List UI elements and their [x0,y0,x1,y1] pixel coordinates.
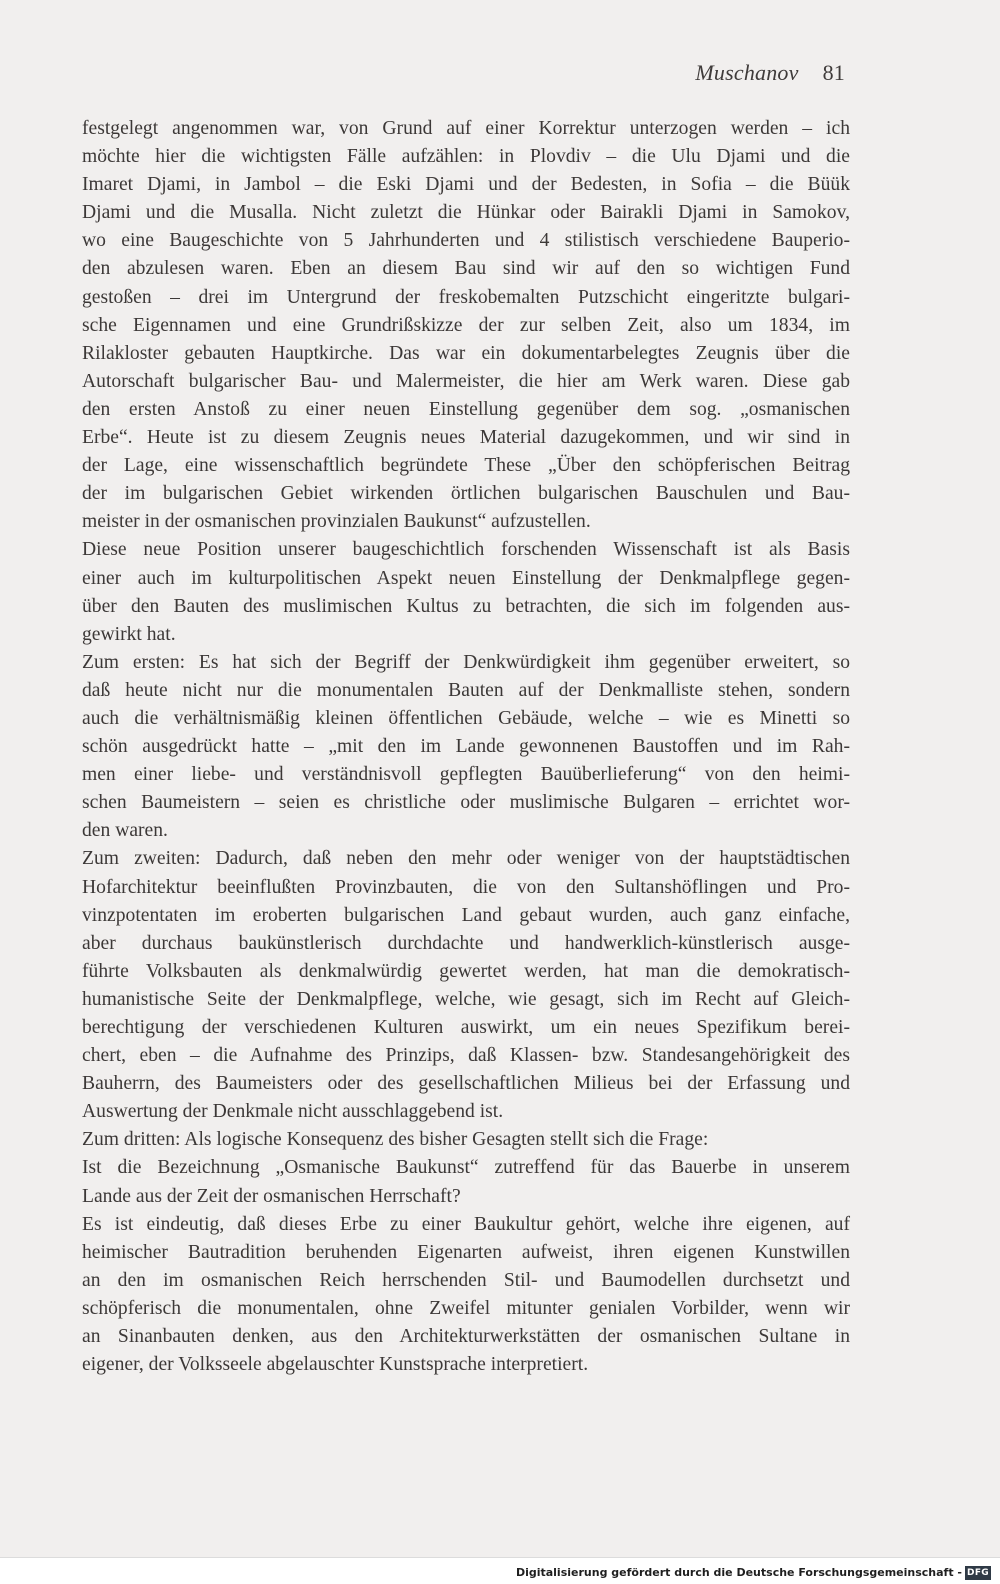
digitization-footer [0,1557,1000,1584]
text-line: an den im osmanischen Reich herrschenden Stil- und Baumodellen durchsetzt und [82,1269,850,1291]
text-line: vinzpotentaten im eroberten bulgarischen Land gebaut wurden, auch ganz einfache, [82,904,850,926]
text-line: Imaret Djami, in Jambol – die Eski Djami und der Bedesten, in Sofia – die Büük [82,174,850,196]
text-line: führte Volksbauten als denkmalwürdig gewertet werden, hat man die demokratisch- [82,960,850,982]
text-line: Auswertung der Denkmale nicht ausschlaggebend ist. [82,1101,504,1123]
text-line: berechtigung der verschiedenen Kulturen auswirkt, um ein neues Spezifikum berei- [82,1017,850,1038]
text-line: Lande aus der Zeit der osmanischen Herrschaft? [82,1185,461,1207]
text-line: der im bulgarischen Gebiet wirkenden örtlichen bulgarischen Bauschulen und Bau- [82,483,850,505]
running-head-author: Muschanov [695,60,799,85]
text-line: wo eine Baugeschichte von 5 Jahrhunderten und 4 stilistisch verschiedene Bauperio- [82,230,850,252]
text-line: Zum zweiten: Dadurch, daß neben den mehr oder weniger von der hauptstädtischen [82,848,850,870]
text-line: möchte hier die wichtigsten Fälle aufzählen: in Plovdiv – die Ulu Djami und die [82,146,850,168]
text-line: daß heute nicht nur die monumentalen Bauten auf der Denkmalliste stehen, sondern [82,679,850,701]
text-line: Ist die Bezeichnung „Osmanische Baukunst“ zutreffend für das Bauerbe in unserem [82,1157,850,1179]
text-line: humanistische Seite der Denkmalpflege, welche, wie gesagt, sich im Recht auf Gleich- [82,988,850,1010]
text-line: schöpferisch die monumentalen, ohne Zweifel mitunter genialen Vorbilder, wenn wir [82,1297,850,1319]
running-head [695,60,845,86]
text-line: den ersten Anstoß zu einer neuen Einstellung gegenüber dem sog. „osmanischen [82,398,850,420]
text-line: sche Eigennamen und eine Grundrißskizze der zur selben Zeit, also um 1834, im [82,314,850,336]
text-line: einer auch im kulturpolitischen Aspekt neuen Einstellung der Denkmalpflege gegen- [82,567,850,589]
dfg-logo: DFG [965,1566,991,1580]
text-line: Zum dritten: Als logische Konsequenz des bisher Gesagten stellt sich die Frage: [82,1129,709,1151]
text-line: meister in der osmanischen provinzialen Baukunst“ aufzustellen. [82,511,591,533]
text-line: Bauherrn, des Baumeisters oder des gesellschaftlichen Milieus bei der Erfassung und [82,1073,850,1095]
text-line: Erbe“. Heute ist zu diesem Zeugnis neues Material dazugekommen, und wir sind in [82,427,850,449]
text-line: über den Bauten des muslimischen Kultus zu betrachten, die sich im folgenden aus- [82,595,850,617]
text-line: heimischer Bautradition beruhenden Eigenarten aufweist, ihren eigenen Kunstwillen [82,1241,850,1263]
text-line: gestoßen – drei im Untergrund der freskobemalten Putzschicht eingeritzte bulgari- [82,286,850,308]
text-line: den waren. [82,820,168,842]
page-number: 81 [822,60,845,85]
text-line: Djami und die Musalla. Nicht zuletzt die Hünkar oder Bairakli Djami in Samokov, [82,202,850,224]
text-line: gewirkt hat. [82,623,176,645]
text-line: Es ist eindeutig, daß dieses Erbe zu einer Baukultur gehört, welche ihre eigenen, auf [82,1213,850,1235]
text-line: chert, eben – die Aufnahme des Prinzips, daß Klassen- bzw. Standesangehörigkeit des [82,1045,850,1067]
text-line: Autorschaft bulgarischer Bau- und Malermeister, die hier am Werk waren. Diese gab [82,370,850,392]
text-line: Hofarchitektur beeinflußten Provinzbauten, die von den Sultanshöflingen und Pro- [82,876,850,898]
text-line: Rilakloster gebauten Hauptkirche. Das war ein dokumentarbelegtes Zeugnis über die [82,342,850,364]
text-line: den abzulesen waren. Eben an diesem Bau sind wir auf den so wichtigen Fund [82,258,850,280]
text-line: schen Baumeistern – seien es christliche oder muslimische Bulgaren – errichtet wor- [82,792,850,814]
text-line: festgelegt angenommen war, von Grund auf einer Korrektur unterzogen werden – ich [82,118,850,139]
text-line: aber durchaus baukünstlerisch durchdachte und handwerklich-künstlerisch ausge- [82,932,850,954]
text-line: der Lage, eine wissenschaftlich begründete These „Über den schöpferischen Beitrag [82,455,850,477]
text-line: Zum ersten: Es hat sich der Begriff der Denkwürdigkeit ihm gegenüber erweitert, so [82,651,850,673]
text-line: men einer liebe- und verständnisvoll gepflegten Bauüberlieferung“ von den heimi- [82,764,850,786]
text-line: Diese neue Position unserer baugeschichtlich forschenden Wissenschaft ist als Basis [82,539,850,561]
text-line: auch die verhältnismäßig kleinen öffentlichen Gebäude, welche – wie es Minetti so [82,707,850,729]
text-line: schön ausgedrückt hatte – „mit den im Lande gewonnenen Baustoffen und im Rah- [82,736,850,758]
text-line: an Sinanbauten denken, aus den Architekturwerkstätten der osmanischen Sultane in [82,1326,850,1348]
text-line: eigener, der Volksseele abgelauschter Kunstsprache interpretiert. [82,1354,589,1376]
body-text [82,115,850,1379]
funding-credit: Digitalisierung gefördert durch die Deutsche Forschungsgemeinschaft - [515,1566,962,1579]
